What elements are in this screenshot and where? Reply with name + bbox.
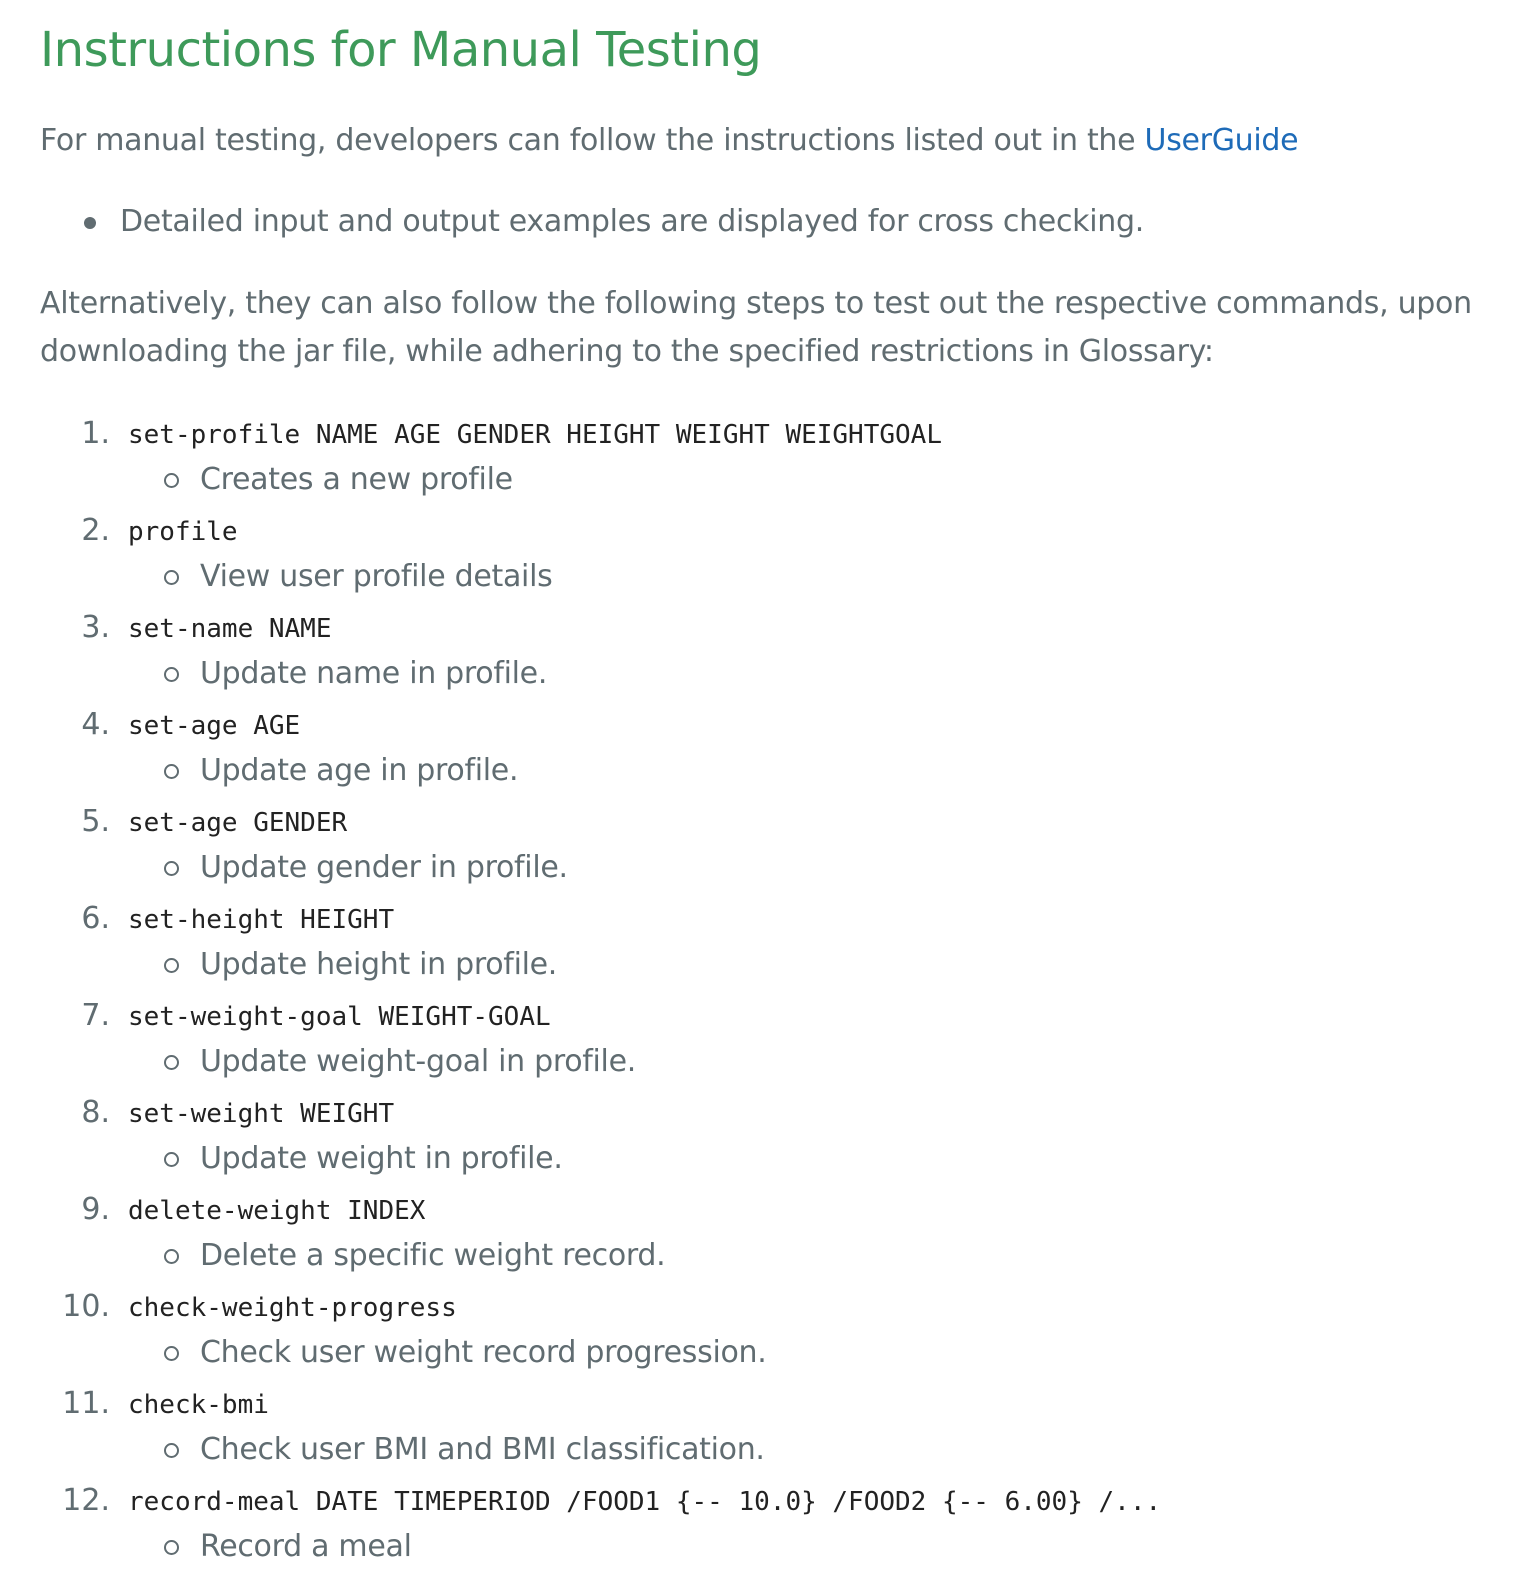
sub-bullet-icon — [164, 473, 179, 488]
sub-bullet-icon — [164, 667, 179, 682]
sub-bullet-icon — [164, 570, 179, 585]
step-number: 2. — [81, 513, 110, 548]
step-description: Update gender in profile. — [200, 850, 568, 885]
sub-bullet-icon — [164, 958, 179, 973]
step-number: 11. — [62, 1386, 110, 1421]
bullet-list — [40, 199, 1144, 245]
step-command: set-weight-goal WEIGHT-GOAL — [128, 1002, 551, 1032]
step-description: Check user weight record progression. — [200, 1335, 767, 1370]
step-description: Creates a new profile — [200, 462, 513, 497]
bullet-icon — [84, 217, 96, 229]
step-description: Delete a specific weight record. — [200, 1238, 666, 1273]
step-command: profile — [128, 517, 238, 547]
step-command: set-weight WEIGHT — [128, 1099, 395, 1129]
sub-bullet-icon — [164, 1346, 179, 1361]
step-description: Update weight in profile. — [200, 1141, 563, 1176]
step-description: Update weight-goal in profile. — [200, 1044, 636, 1079]
step-description: Update height in profile. — [200, 947, 558, 982]
step-command: record-meal DATE TIMEPERIOD /FOOD1 {-- 10.0} /FOOD2 {-- 6.00} /... — [128, 1487, 1162, 1517]
alternative-paragraph: Alternatively, they can also follow the following steps to test out the respective commands, upon downloading the jar file, while adhering to the specified restrictions in Glossary: — [40, 286, 1472, 369]
page-title: Instructions for Manual Testing — [40, 22, 762, 78]
sub-bullet-icon — [164, 1249, 179, 1264]
step-command: set-age GENDER — [128, 808, 348, 838]
sub-bullet-icon — [164, 764, 179, 779]
userguide-link[interactable]: UserGuide — [1144, 123, 1299, 158]
step-command: set-name NAME — [128, 614, 332, 644]
step-description: View user profile details — [200, 559, 553, 594]
step-description: Record a meal — [200, 1529, 412, 1564]
step-command: set-age AGE — [128, 711, 301, 741]
step-command: check-weight-progress — [128, 1293, 457, 1323]
step-description: Check user BMI and BMI classification. — [200, 1432, 765, 1467]
step-number: 3. — [81, 610, 110, 645]
step-description: Update age in profile. — [200, 753, 519, 788]
list-item — [40, 199, 1144, 245]
step-description: Update name in profile. — [200, 656, 548, 691]
step-number: 5. — [81, 804, 110, 839]
intro-text: For manual testing, developers can follow the instructions listed out in the — [40, 123, 1145, 158]
sub-bullet-icon — [164, 861, 179, 876]
step-number: 12. — [62, 1483, 110, 1518]
step-number: 6. — [81, 901, 110, 936]
sub-bullet-icon — [164, 1055, 179, 1070]
step-command: check-bmi — [128, 1390, 269, 1420]
step-number: 7. — [81, 998, 110, 1033]
step-number: 9. — [81, 1192, 110, 1227]
sub-bullet-icon — [164, 1152, 179, 1167]
sub-bullet-icon — [164, 1540, 179, 1555]
intro-paragraph — [40, 118, 1298, 164]
bullet-text: Detailed input and output examples are displayed for cross checking. — [120, 204, 1144, 239]
step-command: delete-weight INDEX — [128, 1196, 426, 1226]
step-number: 10. — [62, 1289, 110, 1324]
step-number: 4. — [81, 707, 110, 742]
step-command: set-profile NAME AGE GENDER HEIGHT WEIGHT WEIGHTGOAL — [128, 420, 942, 450]
step-number: 8. — [81, 1095, 110, 1130]
sub-bullet-icon — [164, 1443, 179, 1458]
step-command: set-height HEIGHT — [128, 905, 395, 935]
step-number: 1. — [81, 416, 110, 451]
